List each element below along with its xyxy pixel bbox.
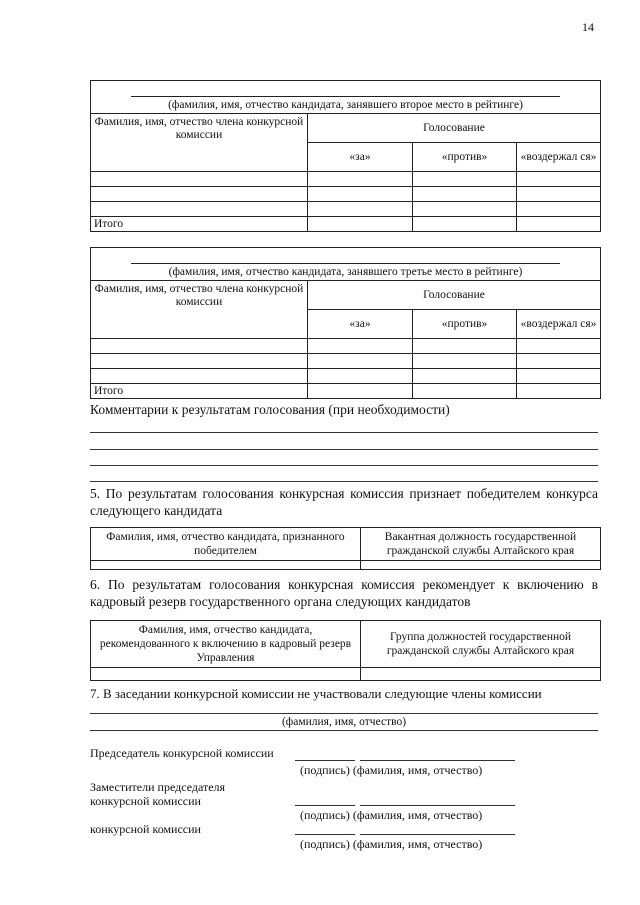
absent-members-line [90,713,598,714]
signature-line [295,834,355,835]
comment-line [90,465,598,466]
section-7-text: 7. В заседании конкурсной комиссии не участвовали следующие члены комиссии [90,686,542,701]
vacant-position-header: Вакантная должность государственной гражданской службы Алтайского края [361,528,601,561]
chair-label: Председатель конкурсной комиссии [90,746,274,760]
winner-name-header: Фамилия, имя, отчество кандидата, признанного победителем [91,528,361,561]
comments-label: Комментарии к результатам голосования (при необходимости) [90,402,450,417]
signature-line [295,760,355,761]
table-row [91,668,601,681]
name-line [360,834,515,835]
table-row [91,369,601,384]
candidate-caption: (фамилия, имя, отчество кандидата, занявшего второе место в рейтинге) [168,99,523,111]
for-header: «за» [308,310,413,339]
member-column-header: Фамилия, имя, отчество члена конкурсной комиссии [91,281,308,339]
winner-table [90,527,601,570]
section-5-text: 5. По результатам голосования конкурсная комиссия признает победителем конкурса следующего кандидата [90,486,598,518]
candidate-caption: (фамилия, имя, отчество кандидата, занявшего третье место в рейтинге) [168,266,523,278]
deputy-label-line1: Заместители председателя [90,780,226,794]
voting-table-second-place [90,80,601,232]
position-group-header: Группа должностей государственной гражданской службы Алтайского края [361,621,601,668]
table-row [91,202,601,217]
absent-members-line [90,730,598,731]
section-6-text: 6. По результатам голосования конкурсная комиссия рекомендует к включению в кадровый резерв государственного органа следующих кандидатов [90,577,598,609]
name-line [360,760,515,761]
comment-line [90,449,598,450]
comment-line [90,481,598,482]
reserve-candidate-header: Фамилия, имя, отчество кандидата, рекомендованного к включению в кадровый резерв Управления [91,621,361,668]
against-header: «против» [413,310,517,339]
total-label: Итого [91,217,308,232]
reserve-table [90,620,601,681]
table-row [91,561,601,570]
page-number: 14 [582,20,594,34]
member-label: конкурсной комиссии [90,822,201,836]
signature-hint: (подпись) (фамилия, имя, отчество) [300,763,483,777]
deputy-label-line2: конкурсной комиссии [90,794,201,808]
table-row [91,354,601,369]
against-header: «против» [413,143,517,172]
abstain-header: «воздержал ся» [517,143,601,172]
comment-line [90,432,598,433]
signature-hint: (подпись) (фамилия, имя, отчество) [300,837,483,851]
name-line [360,805,515,806]
table-row [91,339,601,354]
total-label: Итого [91,384,308,399]
member-column-header: Фамилия, имя, отчество члена конкурсной комиссии [91,114,308,172]
table-row [91,187,601,202]
voting-table-third-place [90,247,601,399]
signature-line [295,805,355,806]
voting-header: Голосование [308,281,601,310]
absent-members-caption: (фамилия, имя, отчество) [281,716,407,728]
abstain-header: «воздержал ся» [517,310,601,339]
for-header: «за» [308,143,413,172]
voting-header: Голосование [308,114,601,143]
signature-hint: (подпись) (фамилия, имя, отчество) [300,808,483,822]
table-row [91,172,601,187]
